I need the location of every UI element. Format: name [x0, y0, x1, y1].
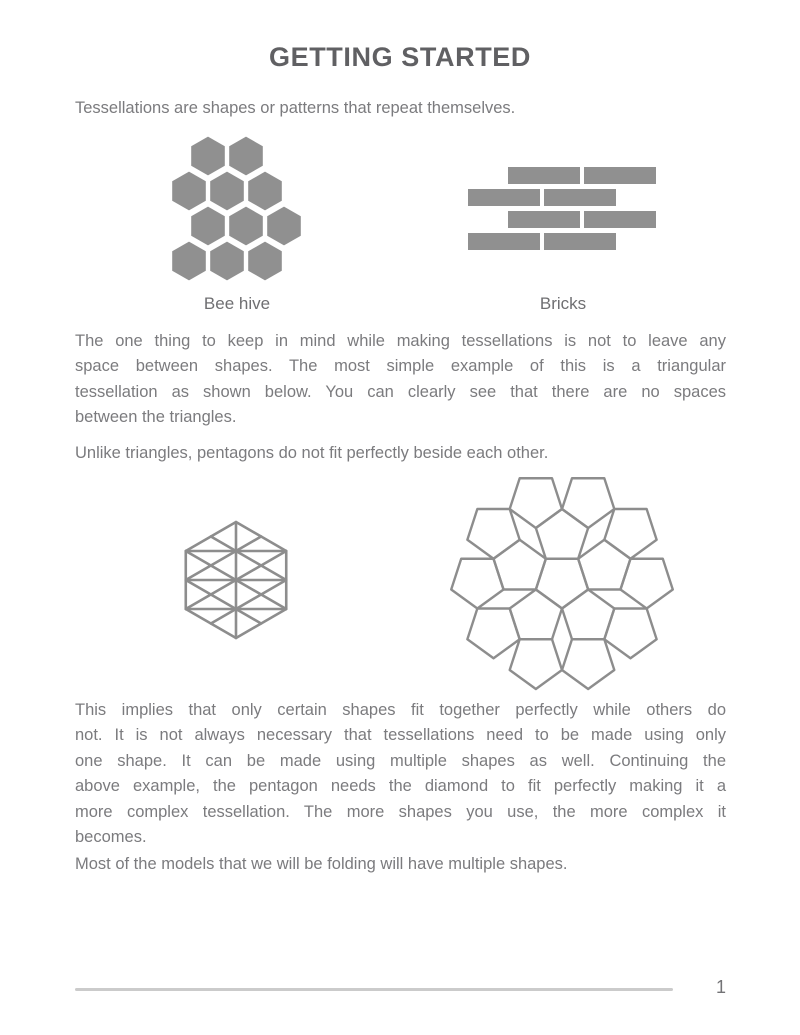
paragraph-models — [75, 852, 726, 877]
footer-divider — [75, 988, 673, 991]
beehive-figure — [160, 132, 310, 284]
paragraph-pentagons — [75, 441, 726, 466]
bricks-figure — [460, 160, 664, 256]
paragraph-triangles — [75, 329, 726, 431]
paragraph-line: one shape. It can be made using multiple shapes as well. Continuing the — [75, 751, 726, 770]
paragraph-line: between the triangles. — [75, 408, 237, 427]
paragraph-line: tessellation as shown below. You can clearly see that there are no spaces — [75, 382, 726, 401]
triangle-tessellation-figure — [178, 514, 294, 646]
paragraph-line: above example, the pentagon needs the diamond to fit perfectly making it a — [75, 777, 726, 796]
paragraph-line: space between shapes. The most simple example of this is a triangular — [75, 357, 726, 376]
paragraph-line: not. It is not always necessary that tessellations need to be made using only — [75, 726, 726, 745]
paragraph-line: becomes. — [75, 828, 147, 847]
pentagon-tessellation-figure — [446, 464, 678, 696]
paragraph-line: Most of the models that we will be folding will have multiple shapes. — [75, 855, 568, 873]
page-title: GETTING STARTED — [269, 42, 531, 72]
beehive-caption: Bee hive — [203, 294, 271, 313]
bricks-caption: Bricks — [539, 294, 587, 313]
paragraph-line: The one thing to keep in mind while making tessellations is not to leave any — [75, 332, 726, 350]
page-number: 1 — [715, 977, 726, 997]
intro-line: Tessellations are shapes or patterns that repeat themselves. — [75, 99, 516, 117]
paragraph-line: more complex tessellation. The more shapes you use, the more complex it — [75, 802, 726, 821]
paragraph-implies — [75, 698, 726, 850]
paragraph-line: This implies that only certain shapes fit together perfectly while others do — [75, 701, 726, 719]
intro-paragraph — [75, 96, 726, 121]
paragraph-line: Unlike triangles, pentagons do not fit perfectly beside each other. — [75, 444, 549, 462]
